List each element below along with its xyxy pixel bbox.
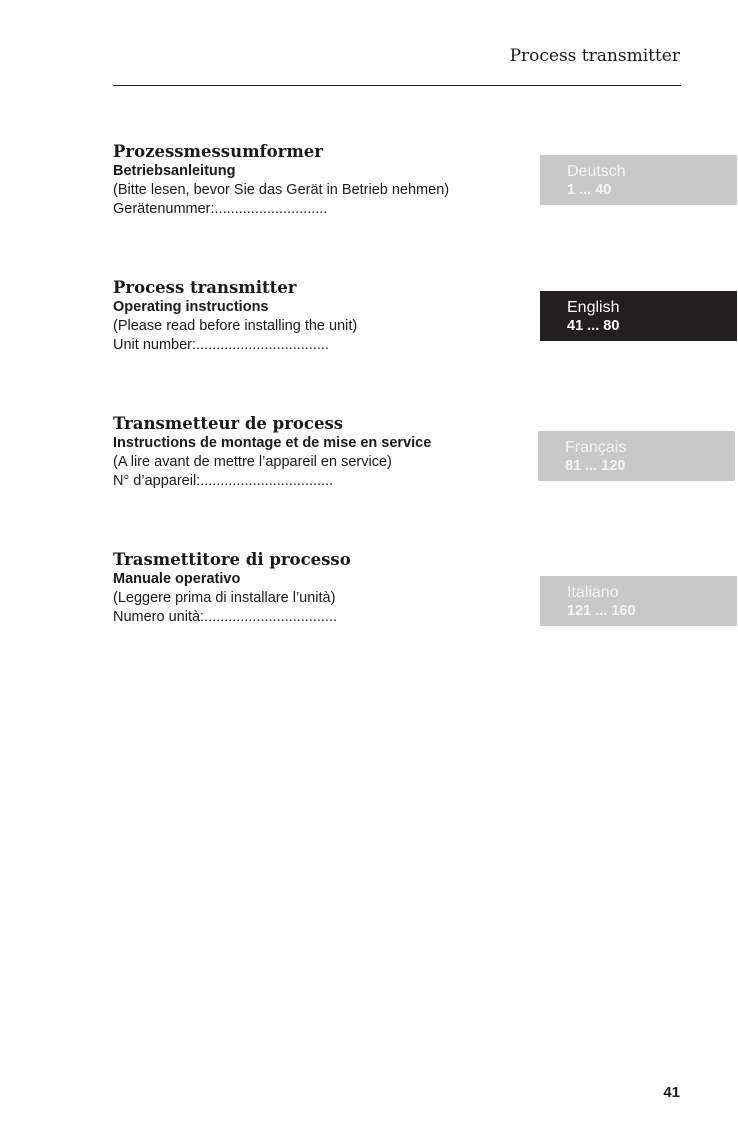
section-note: (A lire avant de mettre l’appareil en service): [113, 454, 392, 470]
language-tab-pages: 121 ... 160: [567, 603, 636, 619]
language-tab-italiano[interactable]: [540, 576, 737, 626]
unit-number-line: Numero unità:.................................: [113, 609, 338, 625]
unit-number-line: Gerätenummer:............................: [113, 201, 328, 217]
language-tab-deutsch[interactable]: [540, 155, 737, 205]
language-tab-name: Italiano: [567, 584, 619, 601]
language-tab-english[interactable]: [540, 291, 737, 341]
header-divider: [113, 85, 681, 86]
section-title: Trasmettitore di processo: [113, 550, 351, 569]
language-tab-francais[interactable]: [538, 431, 735, 481]
section-title: Prozessmessumformer: [113, 142, 323, 161]
section-francais: [113, 414, 533, 491]
language-tab-name: Français: [565, 439, 627, 456]
running-header: Process transmitter: [509, 46, 680, 66]
section-note: (Please read before installing the unit): [113, 318, 358, 334]
language-tab-name: Deutsch: [567, 163, 626, 180]
language-tab-pages: 81 ... 120: [565, 458, 626, 474]
section-note: (Leggere prima di installare l’unità): [113, 590, 336, 606]
language-tab-pages: 1 ... 40: [567, 182, 612, 198]
unit-number-line: Unit number:.................................: [113, 337, 329, 353]
section-subtitle: Manuale operativo: [113, 571, 241, 587]
language-tab-pages: 41 ... 80: [567, 318, 620, 334]
unit-number-line: N° d’appareil:.................................: [113, 473, 334, 489]
section-subtitle: Operating instructions: [113, 299, 269, 315]
page-number: 41: [663, 1084, 680, 1101]
section-english: [113, 278, 533, 355]
section-italiano: [113, 550, 533, 627]
language-tab-name: English: [567, 299, 620, 316]
section-subtitle: Betriebsanleitung: [113, 163, 236, 179]
section-deutsch: [113, 142, 533, 219]
section-title: Transmetteur de process: [113, 414, 344, 433]
section-title: Process transmitter: [113, 278, 297, 297]
section-subtitle: Instructions de montage et de mise en service: [113, 435, 432, 451]
section-note: (Bitte lesen, bevor Sie das Gerät in Betrieb nehmen): [113, 182, 450, 198]
